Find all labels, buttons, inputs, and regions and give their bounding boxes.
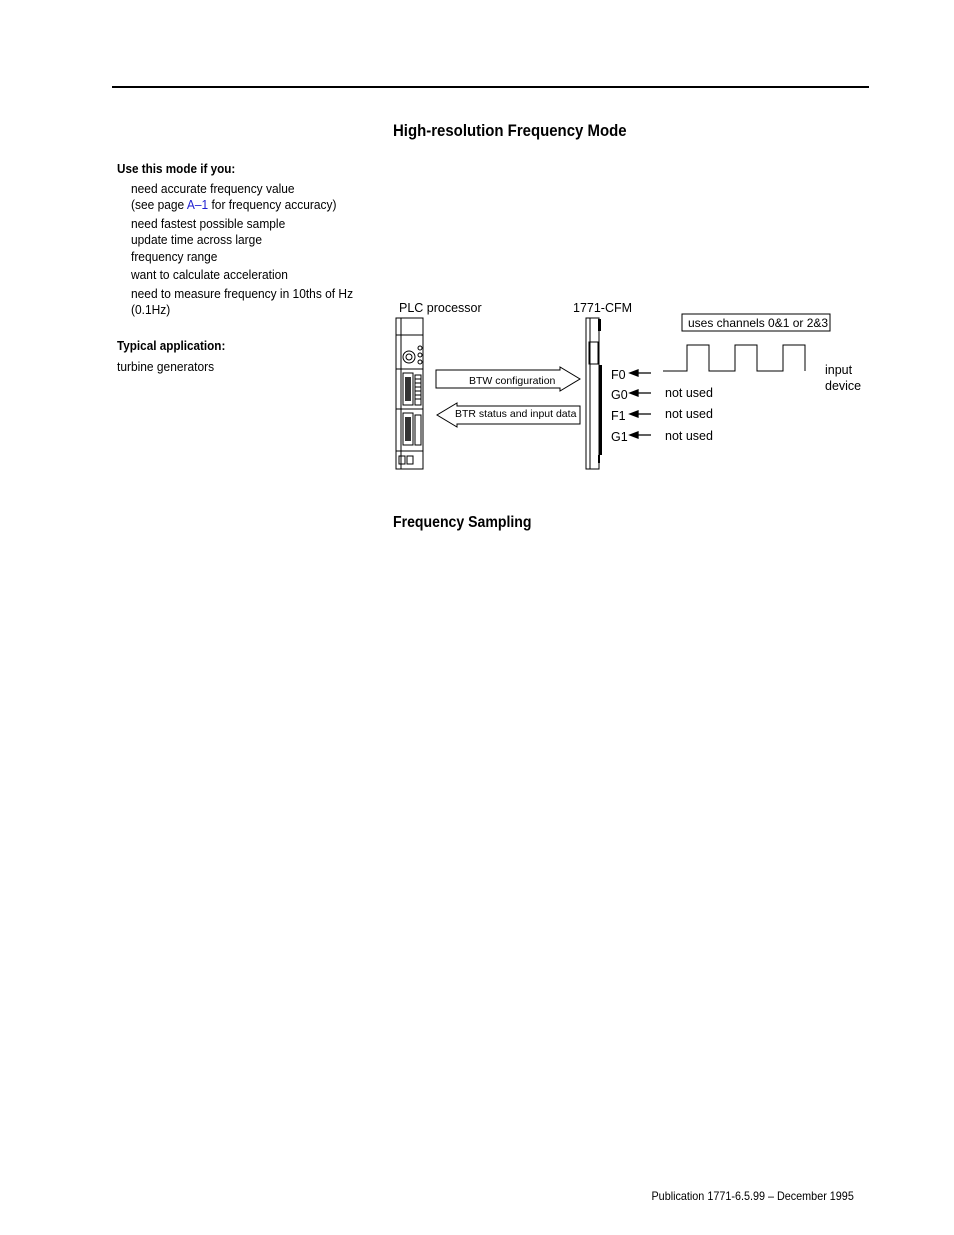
plc-label: PLC processor: [399, 301, 482, 315]
channels-box-text: uses channels 0&1 or 2&3: [688, 316, 829, 330]
terminal-f0: F0: [611, 368, 626, 382]
list-item: need to measure frequency in 10ths of Hz (0.1Hz): [131, 285, 354, 317]
wiring-diagram: [385, 295, 865, 480]
list-item: need fastest possible sample update time across large frequency range: [131, 215, 286, 264]
top-rule: [112, 86, 869, 88]
use-mode-list: [117, 181, 367, 319]
btr-label: BTR status and input data: [455, 408, 577, 420]
section-heading-frequency-sampling: Frequency Sampling: [393, 514, 532, 531]
not-used-f1: not used: [665, 407, 713, 421]
not-used-g1: not used: [665, 429, 713, 443]
typical-application-label: Typical application:: [117, 337, 226, 353]
list-item: need accurate frequency value (see page A–1 for frequency accuracy): [131, 180, 337, 212]
typical-application-value: turbine generators: [117, 359, 215, 374]
not-used-g0: not used: [665, 386, 713, 400]
page-link[interactable]: A–1: [186, 197, 209, 212]
square-wave: [663, 345, 805, 371]
input-device-label-1: input: [825, 363, 853, 377]
terminal-g0: G0: [611, 388, 628, 402]
list-item: want to calculate acceleration: [131, 267, 288, 282]
terminal-f1: F1: [611, 409, 626, 423]
sidebar: [117, 161, 367, 376]
terminal-g1: G1: [611, 430, 628, 444]
page-heading: High-resolution Frequency Mode: [393, 121, 627, 140]
input-device-label-2: device: [825, 379, 862, 393]
module-label: 1771-CFM: [573, 301, 633, 315]
publication-footer: Publication 1771-6.5.99 – December 1995: [651, 1189, 854, 1203]
plc-processor-icon: [396, 318, 423, 469]
use-mode-label: Use this mode if you:: [117, 161, 236, 176]
btw-label: BTW configuration: [469, 375, 556, 387]
terminal-arrows: [630, 370, 651, 438]
cfm-module-icon: [586, 318, 602, 469]
